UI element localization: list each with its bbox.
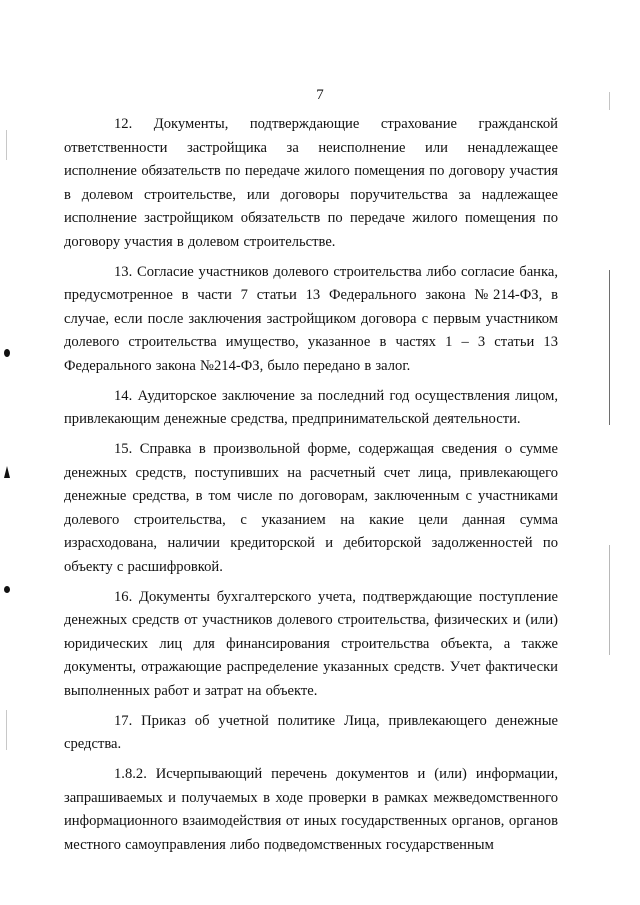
paragraph-item-16: 16. Документы бухгалтерского учета, подтверждающие поступление денежных средств от участников долевого строительства, физических и (или) юридических лиц для финансирования строительства объекта, а также документы, отражающие распределение указанных средств. Учет фактически выполненных работ и затрат на объекте. [64, 588, 558, 699]
scan-edge-line [609, 92, 610, 110]
document-body [64, 113, 558, 857]
paragraph-section-1-8-2: 1.8.2. Исчерпывающий перечень документов и (или) информации, запрашиваемых и получаемых в ходе проверки в рамках межведомственного информационного взаимодействия от иных государственных органов, органов местного самоуправления либо подведомственных государственным [64, 766, 558, 853]
paragraph-item-12: 12. Документы, подтверждающие страхование гражданской ответственности застройщика за неисполнение или ненадлежащее исполнение обязательств по передаче жилого помещения по договору участия в долевом строительстве, или договоры поручительства за надлежащее исполнение застройщиком обязательств по передаче жилого помещения по договору участия в долевом строительстве. [64, 116, 558, 250]
scan-edge-line [609, 270, 610, 425]
page-number: 7 [316, 87, 324, 103]
paragraph-item-17: 17. Приказ об учетной политике Лица, привлекающего денежные средства. [64, 712, 558, 752]
paragraph-item-13: 13. Согласие участников долевого строительства либо согласие банка, предусмотренное в части 7 статьи 13 Федерального закона №214-ФЗ, в случае, если после заключения застройщиком договора с первым участником долевого строительства имущество, указанное в частях 1 – 3 статьи 13 Федерального закона №214-ФЗ, было передано в залог. [64, 263, 558, 374]
scan-edge-line [609, 545, 610, 655]
punch-hole-mark [4, 349, 10, 357]
punch-hole-mark [4, 586, 10, 593]
scan-edge-line [6, 130, 7, 160]
paragraph-item-14: 14. Аудиторское заключение за последний год осуществления лицом, привлекающим денежные средства, предпринимательской деятельности. [64, 387, 558, 427]
punch-hole-mark [4, 466, 10, 478]
scan-edge-line [6, 710, 7, 750]
paragraph-item-15: 15. Справка в произвольной форме, содержащая сведения о сумме денежных средств, поступивших на расчетный счет лица, привлекающего денежные средства, в том числе по договорам, заключенным с участниками долевого строительства, с указанием на какие цели данная сумма израсходована, наличии кредиторской и дебиторской задолженностей по объекту с расшифровкой. [64, 441, 558, 575]
